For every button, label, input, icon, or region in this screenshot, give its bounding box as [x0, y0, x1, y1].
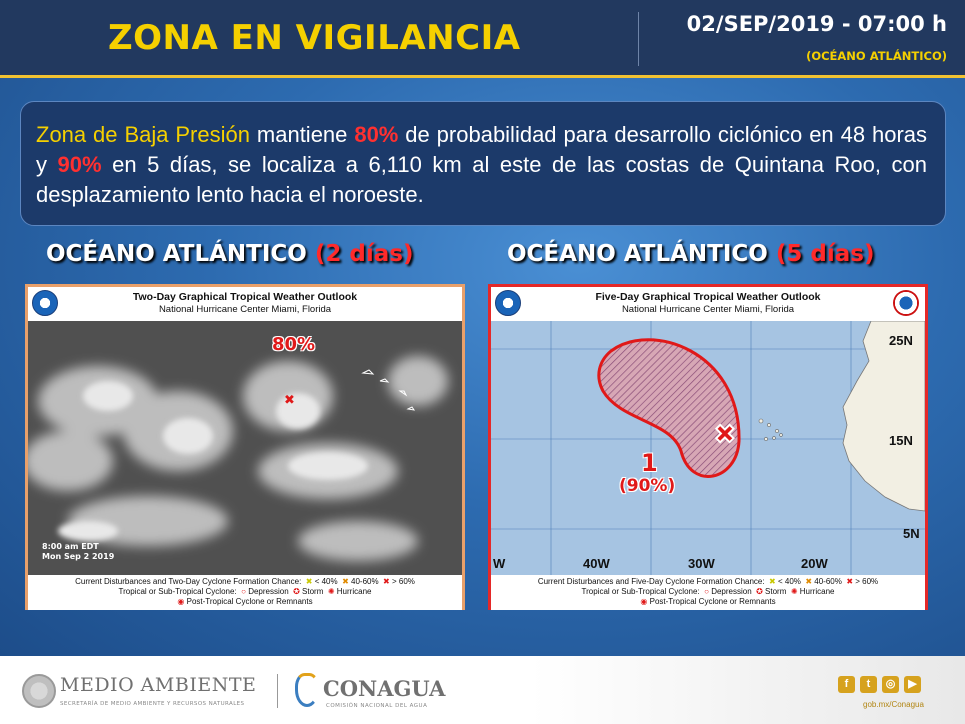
legend-cyclone-label: Tropical or Sub-Tropical Cyclone: [118, 587, 237, 596]
two-day-legend-row-1 [28, 577, 462, 587]
legend-low: < 40% [777, 577, 801, 586]
mid-chance-x-icon: ✖ [805, 577, 813, 586]
two-day-satellite-image [28, 321, 462, 575]
two-day-probability-label: 80% [272, 334, 316, 355]
lon-20w: 20W [801, 556, 828, 571]
five-day-probability-label: (90%) [619, 476, 676, 496]
noaa-logo-icon [32, 290, 58, 316]
hurricane-icon: ✺ [327, 587, 335, 596]
two-day-legend-row-3 [28, 597, 462, 607]
five-day-map-title: Five-Day Graphical Tropical Weather Outlook [595, 291, 821, 303]
two-day-map-header [28, 287, 462, 321]
info-box [20, 101, 946, 226]
post-tropical-icon: ◉ [640, 597, 648, 606]
right-panel-title-text: OCÉANO ATLÁNTICO [507, 241, 768, 267]
five-day-legend-row-1 [491, 577, 925, 587]
bulletin-datetime: 02/SEP/2019 - 07:00 h [686, 12, 947, 36]
gob-url-link[interactable]: gob.mx/Conagua [863, 700, 924, 709]
depression-icon: ○ [241, 587, 246, 596]
legend-mid: 40-60% [351, 577, 379, 586]
legend-hurricane: Hurricane [799, 587, 835, 596]
instagram-icon[interactable]: ◎ [882, 676, 899, 693]
disturbance-x-icon: ✖ [284, 393, 295, 408]
semarnat-subtitle: SECRETARÍA DE MEDIO AMBIENTE Y RECURSOS NATURALES [60, 701, 245, 707]
outlook-map-graphic [491, 321, 925, 575]
satellite-clouds [28, 321, 462, 575]
social-links [838, 676, 921, 693]
legend-depression: Depression [711, 587, 752, 596]
header-divider [638, 12, 639, 66]
five-day-outlook-map [491, 321, 925, 575]
left-panel-period: (2 días) [314, 241, 414, 267]
right-panel-title [507, 241, 874, 267]
lat-5n: 5N [903, 526, 920, 541]
lon-40w: 40W [583, 556, 610, 571]
left-panel-title-text: OCÉANO ATLÁNTICO [46, 241, 307, 267]
legend-hurricane: Hurricane [336, 587, 372, 596]
semarnat-logo-text: MEDIO AMBIENTE [60, 674, 257, 696]
twitter-icon[interactable]: t [860, 676, 877, 693]
mexico-seal-icon [22, 674, 56, 708]
legend-mid: 40-60% [814, 577, 842, 586]
satellite-time: 8:00 am EDT [42, 542, 99, 551]
nws-logo-icon [893, 290, 919, 316]
info-prob-48h: 80% [354, 122, 399, 147]
info-prob-5d: 90% [57, 152, 102, 177]
footer-bar [0, 656, 965, 724]
system-number: 1 [641, 449, 658, 477]
low-chance-x-icon: ✖ [305, 577, 313, 586]
bulletin-region: (OCÉANO ATLÁNTICO) [806, 49, 947, 63]
legend-high: > 60% [855, 577, 879, 586]
legend-post-tropical: Post-Tropical Cyclone or Remnants [186, 597, 313, 606]
five-day-map-header [491, 287, 925, 321]
lon-w: W [493, 556, 506, 571]
info-system-name: Zona de Baja Presión [36, 122, 250, 147]
two-day-map-subtitle: National Hurricane Center Miami, Florida [158, 304, 332, 315]
five-day-outlook-panel[interactable] [488, 284, 928, 610]
high-chance-x-icon: ✖ [846, 577, 854, 586]
legend-post-tropical: Post-Tropical Cyclone or Remnants [649, 597, 776, 606]
high-chance-x-icon: ✖ [383, 577, 390, 586]
two-day-legend [28, 575, 462, 610]
noaa-logo-icon [495, 290, 521, 316]
two-day-map-title: Two-Day Graphical Tropical Weather Outlook [132, 291, 358, 303]
satellite-timestamp [42, 542, 114, 562]
info-text-1: mantiene [249, 122, 355, 147]
info-text-3: en 5 días, se localiza a 6,110 km al este de las costas de Quintana Roo, con desplazamiento lento hacia el noroeste. [36, 152, 927, 207]
legend-low: < 40% [314, 577, 338, 586]
five-day-legend-row-3 [491, 597, 925, 607]
conagua-subtitle: COMISIÓN NACIONAL DEL AGUA [326, 703, 428, 709]
five-day-x-icon: ✖ [714, 419, 736, 449]
low-chance-x-icon: ✖ [769, 577, 776, 586]
storm-icon: ✪ [293, 587, 300, 596]
five-day-legend-row-2 [491, 587, 925, 597]
lat-15n: 15N [889, 433, 913, 448]
five-day-legend [491, 575, 925, 610]
info-text-2: de probabilidad para desarrollo ciclónico en 48 horas y [36, 122, 927, 177]
lat-25n: 25N [889, 333, 913, 348]
legend-high: > 60% [391, 577, 415, 586]
legend-depression: Depression [248, 587, 289, 596]
conagua-logo-icon [295, 673, 319, 707]
legend-label: Current Disturbances and Two-Day Cyclone Formation Chance: [75, 577, 302, 586]
depression-icon: ○ [704, 587, 709, 596]
post-tropical-icon: ◉ [177, 597, 185, 606]
right-panel-period: (5 días) [775, 241, 875, 267]
legend-storm: Storm [765, 587, 787, 596]
footer-divider [277, 674, 278, 708]
satellite-date: Mon Sep 2 2019 [42, 552, 115, 561]
page-title: ZONA EN VIGILANCIA [108, 18, 521, 58]
legend-cyclone-label: Tropical or Sub-Tropical Cyclone: [581, 587, 700, 596]
legend-label: Current Disturbances and Five-Day Cyclone Formation Chance: [537, 577, 765, 586]
hurricane-icon: ✺ [790, 587, 798, 596]
storm-icon: ✪ [756, 587, 763, 596]
conagua-logo-text: CONAGUA [323, 676, 446, 701]
two-day-legend-row-2 [28, 587, 462, 597]
header-bar [0, 0, 965, 78]
left-panel-title [46, 241, 413, 267]
facebook-icon[interactable]: f [838, 676, 855, 693]
two-day-outlook-panel[interactable] [25, 284, 465, 610]
youtube-icon[interactable]: ▶ [904, 676, 921, 693]
five-day-map-subtitle: National Hurricane Center Miami, Florida [621, 304, 795, 315]
lon-30w: 30W [688, 556, 715, 571]
mid-chance-x-icon: ✖ [342, 577, 349, 586]
legend-storm: Storm [302, 587, 324, 596]
